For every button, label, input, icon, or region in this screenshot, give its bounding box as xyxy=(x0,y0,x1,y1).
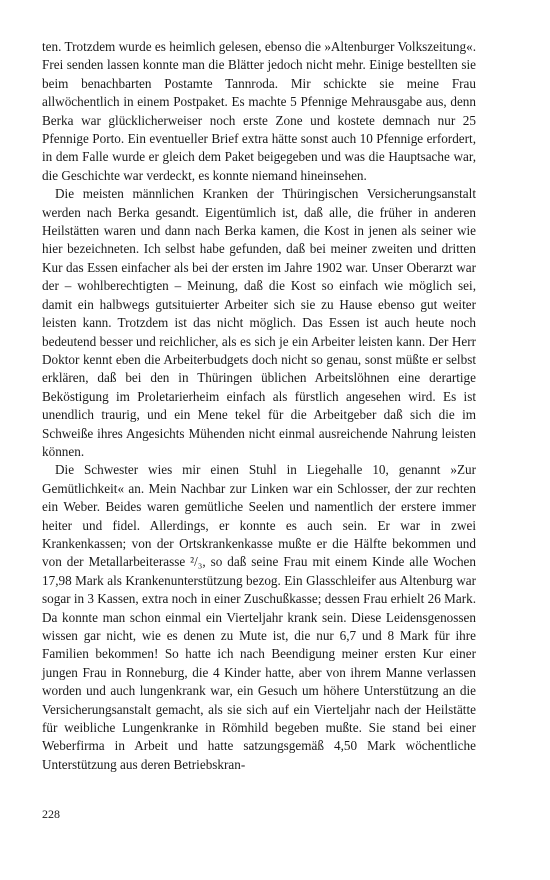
paragraph-2: Die meisten männlichen Kranken der Thüringischen Versicherungsanstalt werden nach Berka gesandt. Eigentümlich ist, daß alle, die früher in anderen Heilstätten waren und dann nach Berka kamen, die Kost in jenen als seiner wie hier bezeichneten. Ich selbst habe gefunden, daß bei meiner zweiten und dritten Kur das Essen einfacher als bei der ersten im Jahre 1902 war. Unser Oberarzt war der – wohlberechtigten – Meinung, daß die Kost so einfach wie möglich sei, damit ein halbwegs gutsituierter Arbeiter sich sie zu Hause ebenso gut weiter leisten kann. Trotzdem ist das nicht möglich. Das Essen ist auch heute noch bedeutend besser und reichlicher, als es sich je ein Arbeiter leisten kann. Der Herr Doktor kennt eben die Arbeiterbudgets doch nicht so genau, sonst müßte er selbst erklären, daß bei den in Thüringen üblichen Arbeitslöhnen eine derartige Beköstigung im Proletarierheim einfach als fürstlich angesehen wird. Es ist unendlich traurig, und ein Mene tekel für die Arbeitgeber daß sich die im Schweiße ihres Angesichts Mühenden nicht einmal ausreichende Nahrung leisten können. xyxy=(42,186,476,459)
paragraph-3: Die Schwester wies mir einen Stuhl in Liegehalle 10, genannt »Zur Gemütlichkeit« an. Mein Nachbar zur Linken war ein Schlosser, der zur rechten ein Weber. Beides waren gemütliche Seelen und namentlich der erstere immer heiter und fidel. Allerdings, er konnte es auch sein. Er war in zwei Krankenkassen; von der Ortskrankenkasse mußte er die Hälfte bekommen und von der Metallarbeiterasse ²/₃, so daß seine Frau mit einem Kinde alle Wochen 17,98 Mark als Krankenunterstützung bezog. Ein Glasschleifer aus Altenburg war sogar in 3 Kassen, extra noch in einer Zuschußkasse; dessen Frau erhielt 26 Mark. Da konnte man schon einmal ein Vierteljahr krank sein. Diese Leidensgenossen wissen gar nicht, wie es denen zu Mute ist, die nur 6,7 und 8 Mark für ihre Familien bekommen! So hatte ich nach Beendigung meiner ersten Kur einer jungen Frau in Ronneburg, die 4 Kinder hatte, aber von ihrem Manne verlassen worden und auch lungenkrank war, ein Gesuch um höhere Unterstützung an die Versicherungsanstalt gemacht, als sie sich auf ein Vierteljahr nach der Heilstätte für weibliche Lungenkranke in Römhild begeben mußte. Sie stand bei einer Weberfirma in Arbeit und hatte satzungsgemäß 4,50 Mark wöchentliche Unterstützung aus deren Betriebskran- xyxy=(42,462,476,772)
page-body xyxy=(42,38,476,774)
paragraph-1: ten. Trotzdem wurde es heimlich gelesen, ebenso die »Altenburger Volkszeitung«. Frei senden lassen konnte man die Blätter jedoch nicht mehr. Einige bestellten sie beim benachbarten Postamte Tannroda. Mir schickte sie meine Frau allwöchentlich in einem Postpaket. Es machte 5 Pfennige Mehrausgabe aus, denn Berka war glücklicherweiser noch erste Zone und kostete demnach nur 25 Pfennige Porto. Ein eventueller Brief extra hätte sonst auch 10 Pfennige erfordert, in dem Falle wurde er gleich dem Paket beigegeben und was die Hauptsache war, die Geschichte war verdeckt, es konnte niemand hineinsehen. xyxy=(42,39,476,183)
page-number: 228 xyxy=(42,807,60,821)
